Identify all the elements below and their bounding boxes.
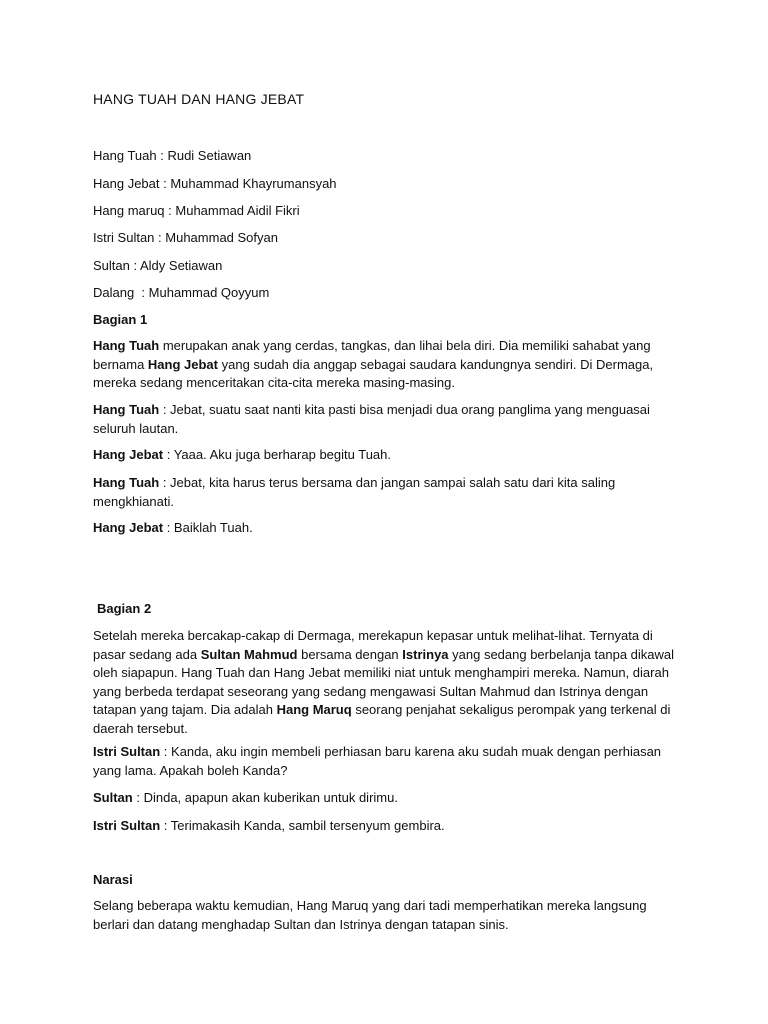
cast-role: Hang Jebat xyxy=(93,176,160,191)
dialogue-line xyxy=(93,789,683,808)
emph-name: Sultan Mahmud xyxy=(200,646,298,662)
cast-actor: Muhammad Sofyan xyxy=(165,230,278,245)
cast-actor: Rudi Setiawan xyxy=(167,148,252,163)
cast-role: Dalang xyxy=(93,285,135,300)
emph-name: Hang Maruq xyxy=(276,702,352,717)
dialogue-line xyxy=(93,401,683,438)
cast-role: Sultan xyxy=(93,258,130,273)
intro-text: yang sudah dia anggap sebagai saudara kandungnya sendiri. Di Dermaga, mereka sedang menceritakan cita-cita mereka masing-masing. xyxy=(93,356,654,390)
emph-name: Hang Tuah xyxy=(93,338,160,353)
emph-name: Istrinya xyxy=(402,646,449,662)
separator: : xyxy=(159,402,171,417)
bagian-2-intro xyxy=(93,627,683,738)
dialogue-line xyxy=(93,519,683,538)
dialogue-line xyxy=(93,817,683,836)
cast-actor: Muhammad Aidil Fikri xyxy=(175,203,300,218)
intro-text: merupakan anak yang cerdas, tangkas, dan lihai bela diri. Dia memiliki sahabat yang bernama xyxy=(93,338,651,372)
speaker: Istri Sultan xyxy=(93,818,161,833)
speech: Baiklah Tuah. xyxy=(173,520,253,535)
speech: Kanda, aku ingin membeli perhiasan baru karena aku sudah muak dengan perhiasan yang lama. Apakah boleh Kanda? xyxy=(93,744,662,778)
separator: : xyxy=(163,520,174,535)
cast-item-hang-jebat: Hang Jebat : Muhammad Khayrumansyah xyxy=(93,176,337,191)
cast-item-hang-maruq: Hang maruq : Muhammad Aidil Fikri xyxy=(93,203,300,218)
document-title: HANG TUAH DAN HANG JEBAT xyxy=(93,91,305,107)
section-heading-bagian-2: Bagian 2 xyxy=(97,601,152,616)
speech: Terimakasih Kanda, sambil tersenyum gembira. xyxy=(170,818,445,833)
separator: : xyxy=(163,447,174,462)
cast-item-hang-tuah: Hang Tuah : Rudi Setiawan xyxy=(93,148,252,163)
speech: Jebat, suatu saat nanti kita pasti bisa menjadi dua orang panglima yang menguasai seluruh lautan. xyxy=(93,402,650,436)
intro-text: Setelah mereka bercakap-cakap di Dermaga, merekapun kepasar untuk melihat-lihat. Ternyata di pasar sedang ada xyxy=(93,628,653,662)
speaker: Istri Sultan xyxy=(93,744,161,759)
speaker: Hang Tuah xyxy=(93,402,160,417)
separator: : xyxy=(159,475,171,490)
dialogue-line xyxy=(93,743,683,780)
section-heading-bagian-1: Bagian 1 xyxy=(93,312,148,327)
cast-role: Istri Sultan xyxy=(93,230,155,245)
speaker: Hang Jebat xyxy=(93,447,164,462)
cast-actor: Muhammad Khayrumansyah xyxy=(170,176,337,191)
cast-actor: Aldy Setiawan xyxy=(140,258,223,273)
section-heading-narasi: Narasi xyxy=(93,872,133,887)
speaker: Hang Tuah xyxy=(93,475,160,490)
intro-text: yang sedang berbelanja tanpa dikawal oleh siapapun. Hang Tuah dan Hang Jebat memiliki niat untuk menghampiri mereka. Namun, diarah yang berbeda terdapat seseorang yang sedang mengawasi Sultan Mahmud dan Istrinya dengan tatapan yang tajam. Dia adalah xyxy=(93,646,675,717)
emph-name: Hang Jebat xyxy=(147,356,218,372)
intro-text: bersama dengan xyxy=(297,646,403,662)
dialogue-line xyxy=(93,446,683,465)
cast-item-sultan: Sultan : Aldy Setiawan xyxy=(93,258,223,273)
separator: : xyxy=(160,744,172,759)
cast-role: Hang maruq xyxy=(93,203,165,218)
cast-role: Hang Tuah xyxy=(93,148,157,163)
separator: : xyxy=(160,818,171,833)
speech: Jebat, kita harus terus bersama dan jangan sampai salah satu dari kita saling mengkhianati. xyxy=(93,475,616,509)
cast-item-istri-sultan: Istri Sultan : Muhammad Sofyan xyxy=(93,230,278,245)
intro-text: seorang penjahat sekaligus perompak yang terkenal di daerah tersebut. xyxy=(93,702,671,736)
bagian-1-intro xyxy=(93,337,683,393)
speech: Yaaa. Aku juga berharap begitu Tuah. xyxy=(173,447,391,462)
speech: Dinda, apapun akan kuberikan untuk dirimu. xyxy=(143,790,398,805)
speaker: Sultan xyxy=(93,790,133,805)
narasi-text: Selang beberapa waktu kemudian, Hang Maruq yang dari tadi memperhatikan mereka langsung berlari dan datang menghadap Sultan dan Istrinya dengan tatapan sinis. xyxy=(93,898,647,932)
cast-item-dalang: Dalang : Muhammad Qoyyum xyxy=(93,285,270,300)
cast-actor: Muhammad Qoyyum xyxy=(148,285,270,300)
separator: : xyxy=(132,790,144,805)
dialogue-line xyxy=(93,474,683,511)
speaker: Hang Jebat xyxy=(93,520,164,535)
